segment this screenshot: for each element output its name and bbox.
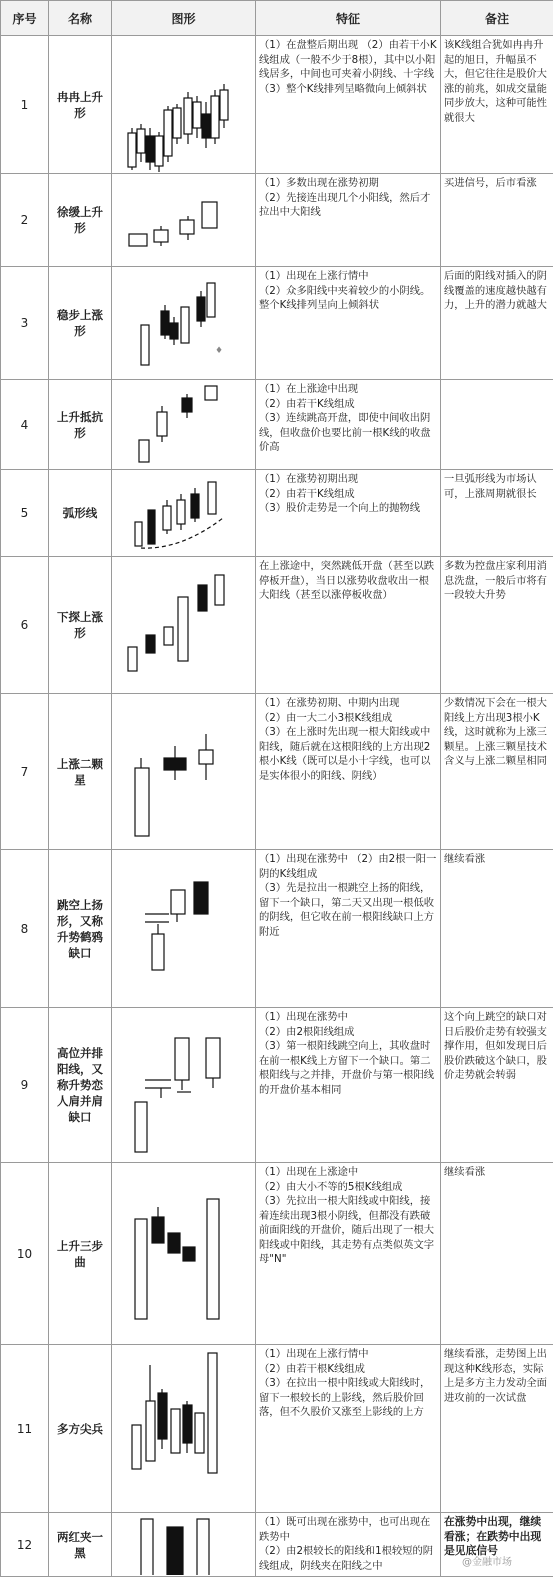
feature-line: （1）多数出现在涨势初期 (259, 177, 379, 189)
pattern-name: 冉冉上升形 (49, 36, 112, 174)
pattern-note: 继续看涨 (441, 1163, 553, 1345)
table-row (1, 1008, 553, 1163)
candlestick-figure (112, 470, 256, 555)
feature-line: （1）在涨势初期、中期内出现 (259, 697, 400, 709)
feature-line: （3）连续跳高开盘，即使中间收出阴线，但收盘价也要比前一根K线的收盘价高 (259, 412, 431, 453)
table-row (1, 470, 553, 557)
feature-line: （2）由大小不等的5根K线组成 (259, 1180, 403, 1193)
pattern-features (256, 850, 441, 1008)
svg-text:♦: ♦ (215, 346, 224, 356)
pattern-name: 高位并排阳线，又称升势恋人肩并肩缺口 (49, 1008, 112, 1163)
pattern-note (441, 380, 553, 470)
row-number: 12 (1, 1513, 49, 1577)
pattern-features (256, 174, 441, 267)
pattern-note: 在涨势中出现，继续看涨；在跌势中出现是见底信号 (441, 1513, 553, 1577)
feature-line: 在上涨途中，突然跳低开盘（甚至以跌停板开盘），当日以涨势收盘收出一根大阳线（甚至以涨停板收盘） (259, 560, 435, 601)
header-row (1, 1, 553, 36)
pattern-note: 一旦弧形线为市场认可，上涨周期就很长 (441, 470, 553, 557)
table-row (1, 694, 553, 850)
feature-line: （2）由若干K线组成 (259, 487, 355, 500)
header-num: 序号 (1, 1, 49, 36)
feature-line: （1）既可出现在涨势中，也可出现在跌势中 (259, 1516, 431, 1543)
header-features: 特征 (256, 1, 441, 36)
feature-line: （2）由若干根K线组成 (259, 1362, 365, 1375)
feature-line: （3）股价走势是一个向上的抛物线 (259, 502, 421, 514)
pattern-features (256, 267, 441, 380)
pattern-note: 继续看涨 (441, 850, 553, 1008)
pattern-features (256, 694, 441, 850)
feature-line: （2）由一大二小3根K线组成 (259, 711, 393, 724)
pattern-figure (112, 36, 256, 174)
feature-line: （2）由2根较长的阳线和1根较短的阴线组成，阴线夹在阳线之中 (259, 1545, 434, 1572)
pattern-features (256, 470, 441, 557)
pattern-name: 弧形线 (49, 470, 112, 557)
feature-line: （2）由若干K线组成 (259, 397, 355, 410)
pattern-note: 该K线组合犹如冉冉升起的旭日，升幅虽不大，但它往往是股价大涨的前兆，如成交量能同步放大，这种可能性就很大 (441, 36, 553, 174)
table-row (1, 1163, 553, 1345)
row-number: 4 (1, 380, 49, 470)
feature-line: （3）先拉出一根大阳线或中阳线，接着连续出现3根小阴线，但都没有跌破前面阳线的开盘价，随后出现了一根大阳线或中阳线，其走势有点类似英文字母"N" (259, 1195, 435, 1265)
candlestick-figure (112, 1008, 256, 1161)
row-number: 11 (1, 1345, 49, 1513)
pattern-figure (112, 267, 256, 380)
row-number: 10 (1, 1163, 49, 1345)
table-row (1, 380, 553, 470)
table-row (1, 850, 553, 1008)
pattern-figure (112, 1008, 256, 1163)
pattern-features (256, 1163, 441, 1345)
header-name: 名称 (49, 1, 112, 36)
feature-line: （1）出现在涨势中 (259, 1011, 348, 1023)
pattern-figure (112, 694, 256, 850)
pattern-name: 上升抵抗形 (49, 380, 112, 470)
row-number: 9 (1, 1008, 49, 1163)
feature-line: （3）整个K线排列呈略微向上倾斜状 (259, 82, 427, 95)
pattern-figure (112, 1163, 256, 1345)
pattern-name: 多方尖兵 (49, 1345, 112, 1513)
feature-line: （3）在上涨时先出现一根大阳线或中阳线，随后就在这根阳线的上方出现2根小K线（既可以是小十字线，也可以是实体很小的阳线、阴线） (259, 726, 431, 782)
table-row (1, 1345, 553, 1513)
candlestick-figure (112, 850, 256, 1006)
pattern-name: 稳步上涨形 (49, 267, 112, 380)
pattern-figure (112, 470, 256, 557)
feature-line: （1）出现在上涨行情中 (259, 1348, 369, 1360)
pattern-figure (112, 1513, 256, 1577)
row-number: 7 (1, 694, 49, 850)
pattern-note: 买进信号，后市看涨 (441, 174, 553, 267)
candlestick-figure (112, 174, 256, 265)
pattern-figure (112, 174, 256, 267)
candlestick-figure (112, 1513, 256, 1575)
pattern-name: 徐缓上升形 (49, 174, 112, 267)
feature-line: （1）出现在上涨途中 (259, 1166, 359, 1178)
pattern-features (256, 1513, 441, 1577)
candlestick-figure (112, 36, 256, 172)
pattern-name: 上升三步曲 (49, 1163, 112, 1345)
pattern-note: 后面的阳线对插入的阴线覆盖的速度越快越有力，上升的潜力就越大 (441, 267, 553, 380)
feature-line: （3）在拉出一根中阳线或大阳线时，留下一根较长的上影线，然后股价回落，但不久股价又涨至上影线的上方 (259, 1377, 431, 1418)
feature-line: （2）众多阳线中夹着较少的小阴线。整个K线排列呈向上倾斜状 (259, 284, 431, 311)
pattern-features (256, 1345, 441, 1513)
pattern-figure (112, 557, 256, 694)
row-number: 1 (1, 36, 49, 174)
row-number: 8 (1, 850, 49, 1008)
pattern-features (256, 557, 441, 694)
candlestick-figure (112, 557, 256, 692)
feature-line: （3）先是拉出一根跳空上扬的阳线，留下一个缺口，第二天又出现一根低收的阴线，但它收在前一根阳线缺口上方附近 (259, 882, 435, 938)
pattern-name: 上涨二颗星 (49, 694, 112, 850)
pattern-note: 这个向上跳空的缺口对日后股价走势有较强支撑作用，但如发现日后股价跌破这个缺口，股价走势就会转弱 (441, 1008, 553, 1163)
pattern-features (256, 36, 441, 174)
pattern-name: 跳空上扬形，又称升势鹤鸦缺口 (49, 850, 112, 1008)
candlestick-figure (112, 267, 256, 378)
candlestick-figure (112, 694, 256, 848)
row-number: 5 (1, 470, 49, 557)
feature-line: （1）出现在上涨行情中 (259, 270, 369, 282)
feature-line: （1）在盘整后期出现 （2）由若干小K线组成（一般不少于8根），其中以小阳线居多，中间也可夹着小阴线、十字线 (259, 39, 437, 80)
feature-line: （3）第一根阳线跳空向上，其收盘时在前一根K线上方留下一个缺口。第二根阳线与之并排，开盘价与第一根阳线的开盘价基本相同 (259, 1040, 435, 1096)
feature-line: （1）出现在涨势中 （2）由2根一阳一阴的K线组成 (259, 853, 437, 880)
row-number: 3 (1, 267, 49, 380)
pattern-figure (112, 1345, 256, 1513)
pattern-name: 下探上涨形 (49, 557, 112, 694)
pattern-features (256, 1008, 441, 1163)
pattern-name: 两红夹一黑 (49, 1513, 112, 1577)
pattern-note: 少数情况下会在一根大阳线上方出现3根小K线，这时就称为上涨三颗星。上涨三颗星技术含义与上涨二颗星相同 (441, 694, 553, 850)
candlestick-figure (112, 380, 256, 468)
watermark: @金融市场 (462, 1557, 512, 1568)
table-row (1, 174, 553, 267)
feature-line: （1）在涨势初期出现 (259, 473, 359, 485)
row-number: 6 (1, 557, 49, 694)
header-notes: 备注 (441, 1, 553, 36)
row-number: 2 (1, 174, 49, 267)
feature-line: （1）在上涨途中出现 (259, 383, 359, 395)
table-row (1, 267, 553, 380)
table-row (1, 36, 553, 174)
feature-line: （2）先接连出现几个小阳线，然后才拉出中大阳线 (259, 191, 431, 218)
pattern-note: 继续看涨，走势图上出现这种K线形态，实际上是多方主力发动全面进攻前的一次试盘 (441, 1345, 553, 1513)
pattern-figure (112, 850, 256, 1008)
pattern-figure (112, 380, 256, 470)
feature-line: （2）由2根阳线组成 (259, 1025, 355, 1038)
candlestick-figure (112, 1345, 256, 1511)
pattern-note: 多数为控盘庄家利用消息洗盘，一般后市将有一段较大升势 (441, 557, 553, 694)
table-row (1, 557, 553, 694)
candlestick-figure (112, 1163, 256, 1343)
header-figure: 图形 (112, 1, 256, 36)
pattern-features (256, 380, 441, 470)
